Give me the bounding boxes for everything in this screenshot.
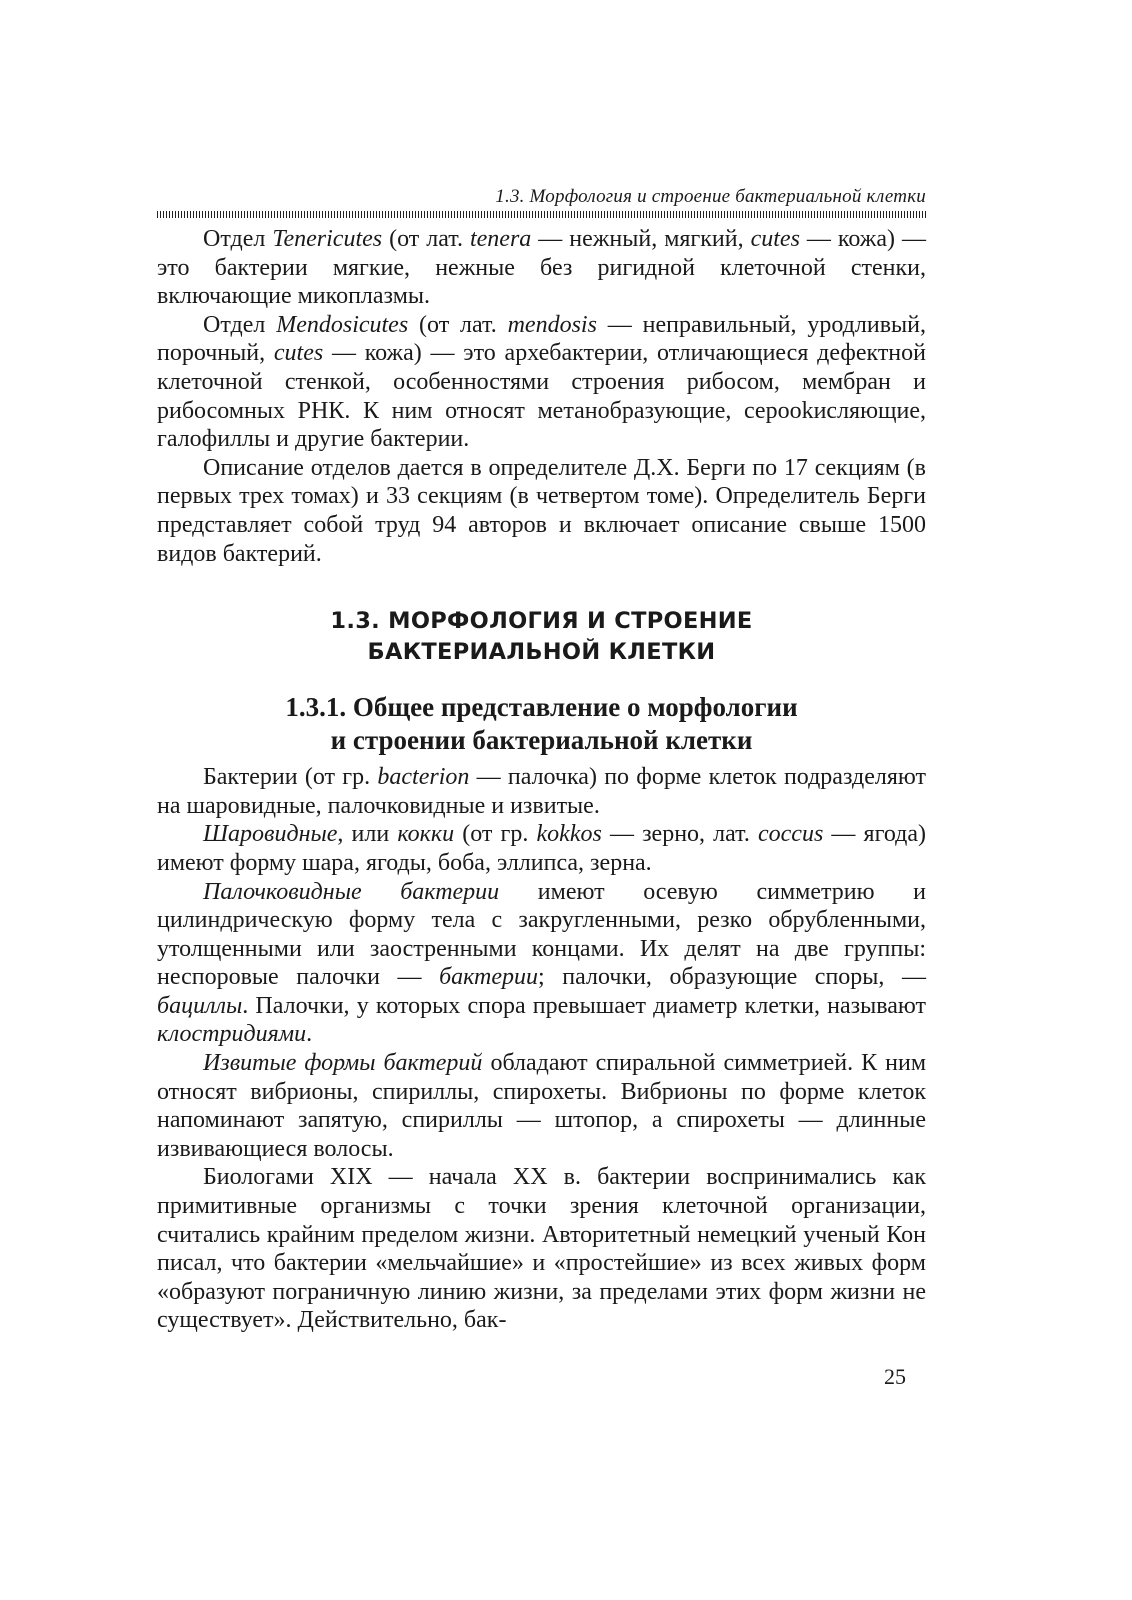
book-page — [157, 186, 926, 1335]
subsection-heading — [157, 691, 926, 757]
subsection-heading-line1: 1.3.1. Общее представление о морфологии — [285, 692, 798, 723]
paragraph-mendosicutes: Отдел Mendosicutes (от лат. mendosis — неправильный, уродливый, порочный, cutes — кожа) — это архебактерии, отличающиеся дефектной клеточной стенкой, особенностями строения рибосом, мембран и рибосомных РНК. К ним относят метанобразующие, серookисляющие, галофиллы и другие бактерии. — [157, 311, 927, 453]
paragraph-rod-shaped: Палочковидные бактерии имеют осевую симметрию и цилиндрическую форму тела с закругленными, резко обрубленными, утолщенными или заостренными концами. Их делят на две группы: неспоровые палочки — бактерии; палочки, образующие споры, — бациллы. Палочки, у которых спора превышает диаметр клетки, называют клостридиями. — [157, 878, 926, 1048]
paragraph-history: Биологами XIX — начала XX в. бактерии воспринимались как примитивные организмы с точки зрения клеточной организации, считались крайним пределом жизни. Авторитетный немецкий ученый Кон писал, что бактерии «мельчайшие» и «простейшие» из всех живых форм «образуют пограничную линию жизни, за пределами этих форм жизни не существует». Действительно, бак- — [157, 1164, 926, 1334]
page-number: 25 — [884, 1364, 906, 1389]
paragraph-cocci: Шаровидные, или кокки (от гр. kokkos — зерно, лат. coccus — ягода) имеют форму шара, ягоды, боба, эллипса, зерна. — [157, 821, 927, 876]
section-heading-line1: 1.3. МОРФОЛОГИЯ И СТРОЕНИЕ — [330, 608, 753, 635]
subsection-heading-line2: и строении бактериальной клетки — [330, 725, 753, 756]
section-heading-line2: БАКТЕРИАЛЬНОЙ КЛЕТКИ — [367, 639, 716, 666]
paragraph-bergey-manual: Описание отделов дается в определителе Д.Х. Берги по 17 секциям (в первых трех томах) и 33 секциям (в четвертом томе). Определитель Берги представляет собой труд 94 авторов и включает описание свыше 1500 видов бактерий. — [157, 454, 926, 567]
section-heading — [157, 606, 926, 668]
paragraph-tenericutes: Отдел Tenericutes (от лат. tenera — нежный, мягкий, cutes — кожа) — это бактерии мягкие, нежные без ригидной клеточной стенки, включающие микоплазмы. — [157, 226, 926, 310]
running-head-rule — [157, 211, 926, 218]
paragraph-spiral-forms: Извитые формы бактерий обладают спиральной симметрией. К ним относят вибрионы, спириллы, спирохеты. Вибрионы по форме клеток напоминают запятую, спириллы — штопор, а спирохеты — длинные извивающиеся волосы. — [157, 1050, 927, 1162]
running-head: 1.3. Морфология и строение бактериальной клетки — [495, 186, 926, 207]
paragraph-bacteria-shapes: Бактерии (от гр. bacterion — палочка) по форме клеток подразделяют на шаровидные, палочковидные и извитые. — [157, 764, 926, 819]
